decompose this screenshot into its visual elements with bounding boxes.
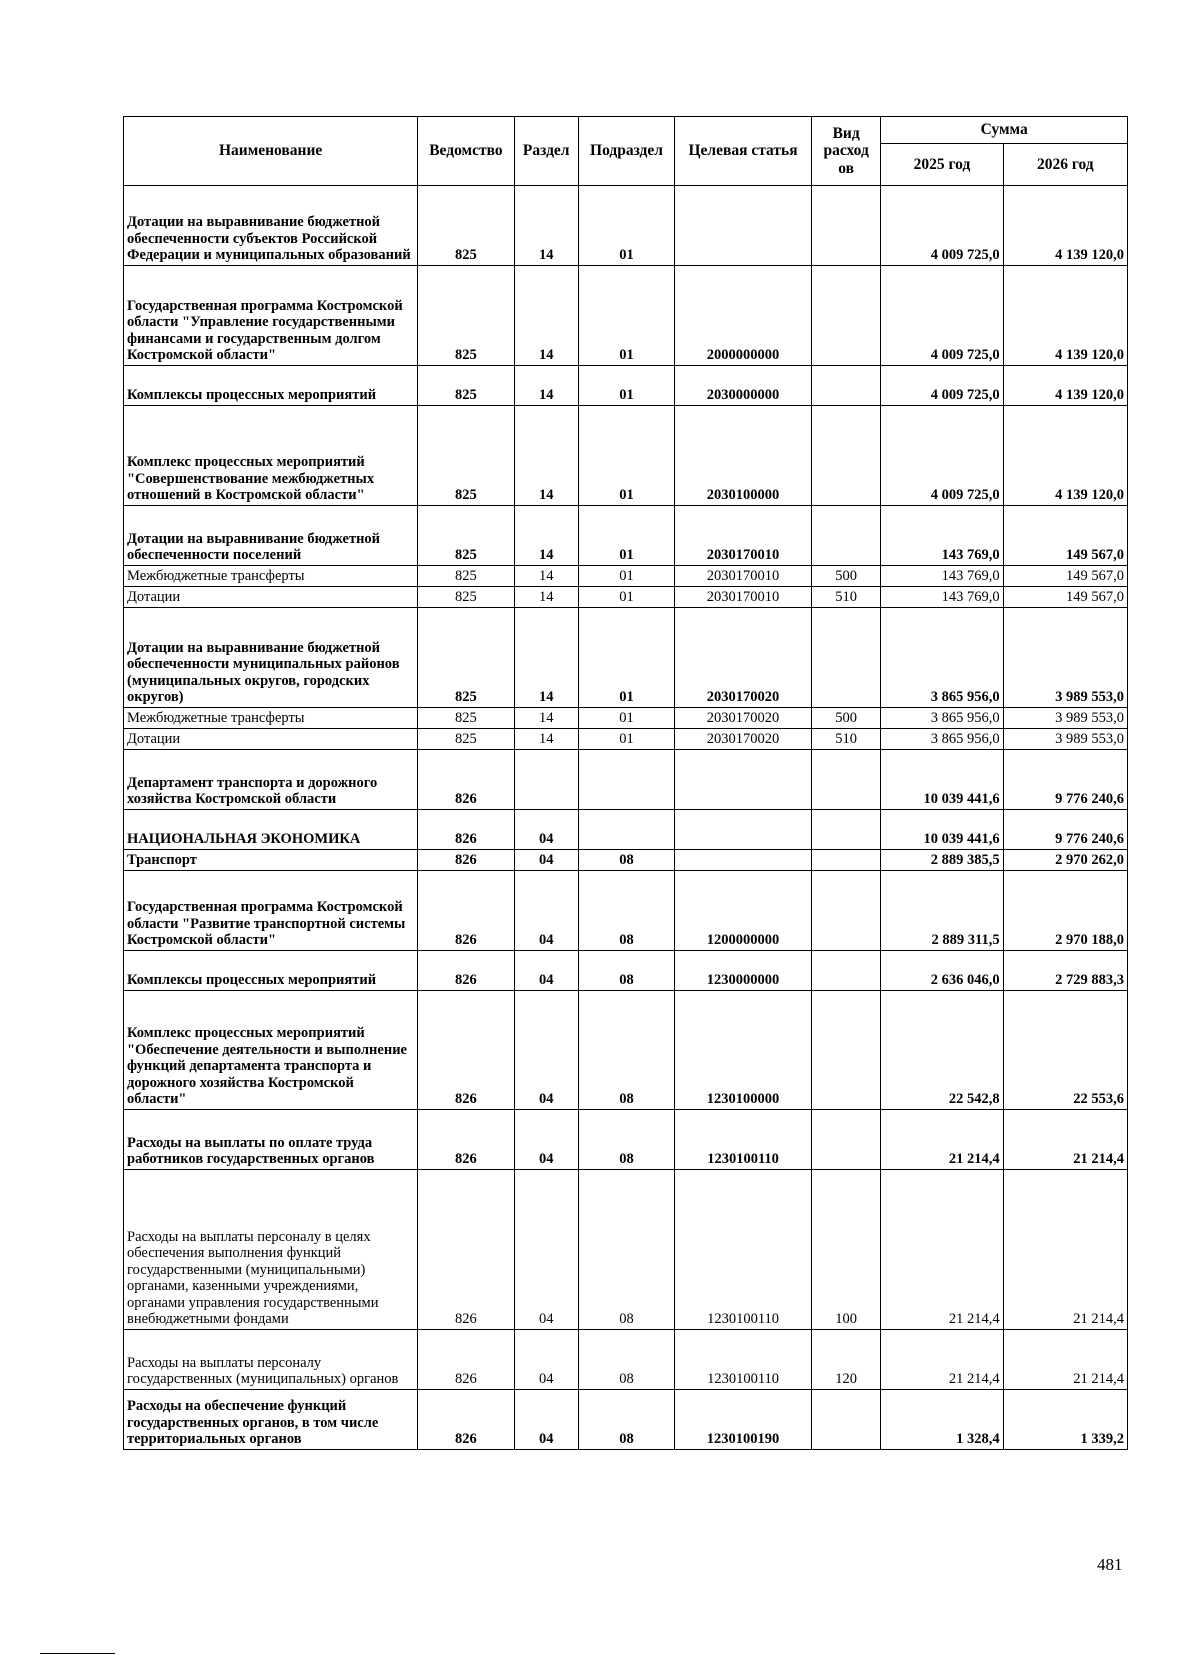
cell-vid-raskhodov: 510 bbox=[811, 729, 880, 750]
cell-sum-2026: 9 776 240,6 bbox=[1003, 810, 1127, 850]
cell-razdel: 04 bbox=[514, 951, 578, 991]
cell-sum-2026: 3 989 553,0 bbox=[1003, 608, 1127, 708]
cell-vid-raskhodov bbox=[811, 871, 880, 951]
cell-sum-2025: 2 889 311,5 bbox=[881, 871, 1003, 951]
cell-vid-raskhodov bbox=[811, 1390, 880, 1450]
cell-name: Дотации на выравнивание бюджетной обеспеченности муниципальных районов (муниципальных округов, городских округов) bbox=[124, 608, 418, 708]
table-row bbox=[124, 608, 1128, 708]
cell-vedomstvo: 825 bbox=[418, 506, 514, 566]
cell-razdel: 14 bbox=[514, 186, 578, 266]
cell-sum-2026: 149 567,0 bbox=[1003, 506, 1127, 566]
cell-podrazdel: 08 bbox=[578, 1330, 674, 1390]
cell-name: Комплексы процессных мероприятий bbox=[124, 366, 418, 406]
table-row bbox=[124, 810, 1128, 850]
cell-vedomstvo: 825 bbox=[418, 266, 514, 366]
cell-podrazdel: 08 bbox=[578, 1170, 674, 1330]
cell-tselevaya-statya: 2030170010 bbox=[675, 506, 812, 566]
cell-vedomstvo: 826 bbox=[418, 951, 514, 991]
cell-vid-raskhodov bbox=[811, 406, 880, 506]
cell-vid-raskhodov bbox=[811, 366, 880, 406]
table-row bbox=[124, 587, 1128, 608]
budget-table bbox=[123, 116, 1128, 1450]
cell-sum-2025: 3 865 956,0 bbox=[881, 608, 1003, 708]
cell-sum-2026: 2 970 262,0 bbox=[1003, 850, 1127, 871]
cell-vedomstvo: 825 bbox=[418, 587, 514, 608]
cell-vedomstvo: 826 bbox=[418, 810, 514, 850]
cell-sum-2025: 10 039 441,6 bbox=[881, 810, 1003, 850]
cell-sum-2026: 2 729 883,3 bbox=[1003, 951, 1127, 991]
cell-name: Комплекс процессных мероприятий "Обеспечение деятельности и выполнение функций департамента транспорта и дорожного хозяйства Костромской области" bbox=[124, 991, 418, 1110]
cell-vedomstvo: 825 bbox=[418, 366, 514, 406]
cell-name: Комплекс процессных мероприятий "Совершенствование межбюджетных отношений в Костромской области" bbox=[124, 406, 418, 506]
cell-name: Дотации на выравнивание бюджетной обеспеченности субъектов Российской Федерации и муниципальных образований bbox=[124, 186, 418, 266]
cell-razdel: 14 bbox=[514, 366, 578, 406]
cell-vedomstvo: 826 bbox=[418, 750, 514, 810]
cell-tselevaya-statya: 1230100110 bbox=[675, 1330, 812, 1390]
cell-vedomstvo: 825 bbox=[418, 566, 514, 587]
cell-razdel: 14 bbox=[514, 406, 578, 506]
cell-tselevaya-statya: 1230100110 bbox=[675, 1170, 812, 1330]
cell-vid-raskhodov: 120 bbox=[811, 1330, 880, 1390]
cell-name: Комплексы процессных мероприятий bbox=[124, 951, 418, 991]
cell-podrazdel: 08 bbox=[578, 951, 674, 991]
cell-sum-2026: 21 214,4 bbox=[1003, 1170, 1127, 1330]
cell-vedomstvo: 825 bbox=[418, 708, 514, 729]
table-row bbox=[124, 991, 1128, 1110]
cell-razdel: 04 bbox=[514, 1110, 578, 1170]
cell-podrazdel: 01 bbox=[578, 506, 674, 566]
cell-tselevaya-statya: 1200000000 bbox=[675, 871, 812, 951]
cell-razdel bbox=[514, 750, 578, 810]
table-row bbox=[124, 1390, 1128, 1450]
cell-sum-2026: 4 139 120,0 bbox=[1003, 266, 1127, 366]
cell-vid-raskhodov bbox=[811, 266, 880, 366]
cell-vid-raskhodov: 500 bbox=[811, 566, 880, 587]
cell-sum-2026: 4 139 120,0 bbox=[1003, 406, 1127, 506]
table-row bbox=[124, 708, 1128, 729]
cell-tselevaya-statya: 2030170010 bbox=[675, 566, 812, 587]
cell-vedomstvo: 825 bbox=[418, 406, 514, 506]
cell-sum-2026: 21 214,4 bbox=[1003, 1330, 1127, 1390]
cell-vid-raskhodov bbox=[811, 810, 880, 850]
cell-podrazdel bbox=[578, 750, 674, 810]
cell-name: Транспорт bbox=[124, 850, 418, 871]
cell-sum-2025: 4 009 725,0 bbox=[881, 406, 1003, 506]
cell-razdel: 04 bbox=[514, 1330, 578, 1390]
cell-razdel: 14 bbox=[514, 708, 578, 729]
cell-sum-2025: 1 328,4 bbox=[881, 1390, 1003, 1450]
footer-rule bbox=[40, 1653, 115, 1654]
cell-name: Расходы на выплаты по оплате труда работников государственных органов bbox=[124, 1110, 418, 1170]
cell-name: Межбюджетные трансферты bbox=[124, 566, 418, 587]
cell-podrazdel bbox=[578, 810, 674, 850]
header-vid-raskhodov: Вид расход ов bbox=[811, 117, 880, 186]
cell-sum-2025: 4 009 725,0 bbox=[881, 186, 1003, 266]
cell-vid-raskhodov bbox=[811, 850, 880, 871]
cell-tselevaya-statya: 2030170020 bbox=[675, 729, 812, 750]
table-row bbox=[124, 850, 1128, 871]
cell-podrazdel: 01 bbox=[578, 366, 674, 406]
header-podrazdel: Подраздел bbox=[578, 117, 674, 186]
cell-name: НАЦИОНАЛЬНАЯ ЭКОНОМИКА bbox=[124, 810, 418, 850]
cell-name: Расходы на обеспечение функций государственных органов, в том числе территориальных органов bbox=[124, 1390, 418, 1450]
cell-sum-2025: 21 214,4 bbox=[881, 1110, 1003, 1170]
cell-vedomstvo: 826 bbox=[418, 850, 514, 871]
cell-tselevaya-statya: 1230100000 bbox=[675, 991, 812, 1110]
header-year-2025: 2025 год bbox=[881, 144, 1003, 186]
cell-podrazdel: 08 bbox=[578, 850, 674, 871]
cell-tselevaya-statya bbox=[675, 810, 812, 850]
cell-vid-raskhodov bbox=[811, 951, 880, 991]
cell-podrazdel: 01 bbox=[578, 266, 674, 366]
cell-vedomstvo: 826 bbox=[418, 1330, 514, 1390]
cell-name: Дотации bbox=[124, 587, 418, 608]
cell-sum-2026: 4 139 120,0 bbox=[1003, 366, 1127, 406]
cell-sum-2025: 10 039 441,6 bbox=[881, 750, 1003, 810]
cell-razdel: 14 bbox=[514, 506, 578, 566]
cell-vid-raskhodov: 500 bbox=[811, 708, 880, 729]
cell-sum-2026: 149 567,0 bbox=[1003, 587, 1127, 608]
cell-sum-2026: 2 970 188,0 bbox=[1003, 871, 1127, 951]
cell-tselevaya-statya bbox=[675, 186, 812, 266]
table-row bbox=[124, 871, 1128, 951]
cell-vid-raskhodov bbox=[811, 991, 880, 1110]
cell-sum-2025: 143 769,0 bbox=[881, 506, 1003, 566]
cell-razdel: 04 bbox=[514, 810, 578, 850]
cell-name: Государственная программа Костромской области "Развитие транспортной системы Костромской области" bbox=[124, 871, 418, 951]
cell-podrazdel: 01 bbox=[578, 608, 674, 708]
cell-sum-2026: 4 139 120,0 bbox=[1003, 186, 1127, 266]
table-row bbox=[124, 266, 1128, 366]
table-row bbox=[124, 1110, 1128, 1170]
cell-tselevaya-statya: 2030170020 bbox=[675, 608, 812, 708]
cell-sum-2025: 4 009 725,0 bbox=[881, 266, 1003, 366]
cell-tselevaya-statya: 2030100000 bbox=[675, 406, 812, 506]
cell-vid-raskhodov: 100 bbox=[811, 1170, 880, 1330]
cell-razdel: 14 bbox=[514, 729, 578, 750]
cell-razdel: 04 bbox=[514, 1390, 578, 1450]
cell-sum-2026: 9 776 240,6 bbox=[1003, 750, 1127, 810]
cell-vedomstvo: 826 bbox=[418, 1390, 514, 1450]
cell-vedomstvo: 826 bbox=[418, 1110, 514, 1170]
cell-razdel: 14 bbox=[514, 587, 578, 608]
cell-sum-2026: 1 339,2 bbox=[1003, 1390, 1127, 1450]
cell-podrazdel: 01 bbox=[578, 729, 674, 750]
cell-sum-2025: 3 865 956,0 bbox=[881, 729, 1003, 750]
cell-sum-2025: 21 214,4 bbox=[881, 1330, 1003, 1390]
cell-sum-2025: 21 214,4 bbox=[881, 1170, 1003, 1330]
cell-sum-2025: 4 009 725,0 bbox=[881, 366, 1003, 406]
cell-sum-2025: 22 542,8 bbox=[881, 991, 1003, 1110]
table-row bbox=[124, 1170, 1128, 1330]
cell-tselevaya-statya: 2030000000 bbox=[675, 366, 812, 406]
table-row bbox=[124, 1330, 1128, 1390]
table-row bbox=[124, 951, 1128, 991]
cell-tselevaya-statya: 2030170020 bbox=[675, 708, 812, 729]
cell-razdel: 04 bbox=[514, 1170, 578, 1330]
cell-razdel: 04 bbox=[514, 871, 578, 951]
table-row bbox=[124, 366, 1128, 406]
table-row bbox=[124, 506, 1128, 566]
cell-razdel: 04 bbox=[514, 991, 578, 1110]
cell-razdel: 14 bbox=[514, 266, 578, 366]
cell-sum-2025: 3 865 956,0 bbox=[881, 708, 1003, 729]
cell-vedomstvo: 825 bbox=[418, 186, 514, 266]
table-row bbox=[124, 566, 1128, 587]
cell-sum-2026: 3 989 553,0 bbox=[1003, 729, 1127, 750]
table-row bbox=[124, 406, 1128, 506]
cell-razdel: 14 bbox=[514, 608, 578, 708]
cell-name: Расходы на выплаты персоналу в целях обеспечения выполнения функций государственными (муниципальными) органами, казенными учреждениями, органами управления государственными внебюджетными фондами bbox=[124, 1170, 418, 1330]
header-summa: Сумма bbox=[881, 117, 1128, 144]
cell-podrazdel: 01 bbox=[578, 186, 674, 266]
cell-vedomstvo: 826 bbox=[418, 991, 514, 1110]
cell-name: Департамент транспорта и дорожного хозяйства Костромской области bbox=[124, 750, 418, 810]
cell-podrazdel: 01 bbox=[578, 566, 674, 587]
cell-tselevaya-statya: 2030170010 bbox=[675, 587, 812, 608]
table-body bbox=[124, 186, 1128, 1450]
cell-name: Расходы на выплаты персоналу государственных (муниципальных) органов bbox=[124, 1330, 418, 1390]
cell-tselevaya-statya bbox=[675, 850, 812, 871]
header-name: Наименование bbox=[124, 117, 418, 186]
table-row bbox=[124, 186, 1128, 266]
cell-podrazdel: 01 bbox=[578, 708, 674, 729]
page-number: 481 bbox=[1097, 1555, 1123, 1574]
cell-sum-2026: 22 553,6 bbox=[1003, 991, 1127, 1110]
cell-vid-raskhodov bbox=[811, 1110, 880, 1170]
header-razdel: Раздел bbox=[514, 117, 578, 186]
cell-sum-2026: 149 567,0 bbox=[1003, 566, 1127, 587]
cell-tselevaya-statya bbox=[675, 750, 812, 810]
cell-podrazdel: 08 bbox=[578, 1110, 674, 1170]
cell-name: Дотации на выравнивание бюджетной обеспеченности поселений bbox=[124, 506, 418, 566]
cell-sum-2025: 143 769,0 bbox=[881, 587, 1003, 608]
cell-podrazdel: 08 bbox=[578, 1390, 674, 1450]
cell-podrazdel: 08 bbox=[578, 991, 674, 1110]
cell-name: Дотации bbox=[124, 729, 418, 750]
cell-razdel: 14 bbox=[514, 566, 578, 587]
cell-tselevaya-statya: 1230000000 bbox=[675, 951, 812, 991]
cell-sum-2025: 2 889 385,5 bbox=[881, 850, 1003, 871]
header-vedomstvo: Ведомство bbox=[418, 117, 514, 186]
cell-vedomstvo: 826 bbox=[418, 1170, 514, 1330]
cell-vedomstvo: 825 bbox=[418, 729, 514, 750]
cell-tselevaya-statya: 1230100110 bbox=[675, 1110, 812, 1170]
cell-podrazdel: 01 bbox=[578, 587, 674, 608]
cell-vid-raskhodov bbox=[811, 186, 880, 266]
cell-vid-raskhodov bbox=[811, 506, 880, 566]
cell-vid-raskhodov bbox=[811, 750, 880, 810]
cell-name: Межбюджетные трансферты bbox=[124, 708, 418, 729]
cell-sum-2026: 21 214,4 bbox=[1003, 1110, 1127, 1170]
cell-vid-raskhodov: 510 bbox=[811, 587, 880, 608]
header-year-2026: 2026 год bbox=[1003, 144, 1127, 186]
header-tselevaya-statya: Целевая статья bbox=[675, 117, 812, 186]
cell-sum-2025: 2 636 046,0 bbox=[881, 951, 1003, 991]
cell-tselevaya-statya: 1230100190 bbox=[675, 1390, 812, 1450]
cell-sum-2026: 3 989 553,0 bbox=[1003, 708, 1127, 729]
table-row bbox=[124, 750, 1128, 810]
cell-razdel: 04 bbox=[514, 850, 578, 871]
cell-tselevaya-statya: 2000000000 bbox=[675, 266, 812, 366]
cell-sum-2025: 143 769,0 bbox=[881, 566, 1003, 587]
cell-vedomstvo: 825 bbox=[418, 608, 514, 708]
cell-vid-raskhodov bbox=[811, 608, 880, 708]
cell-vedomstvo: 826 bbox=[418, 871, 514, 951]
cell-name: Государственная программа Костромской области "Управление государственными финансами и государственным долгом Костромской области" bbox=[124, 266, 418, 366]
table-row bbox=[124, 729, 1128, 750]
cell-podrazdel: 08 bbox=[578, 871, 674, 951]
cell-podrazdel: 01 bbox=[578, 406, 674, 506]
